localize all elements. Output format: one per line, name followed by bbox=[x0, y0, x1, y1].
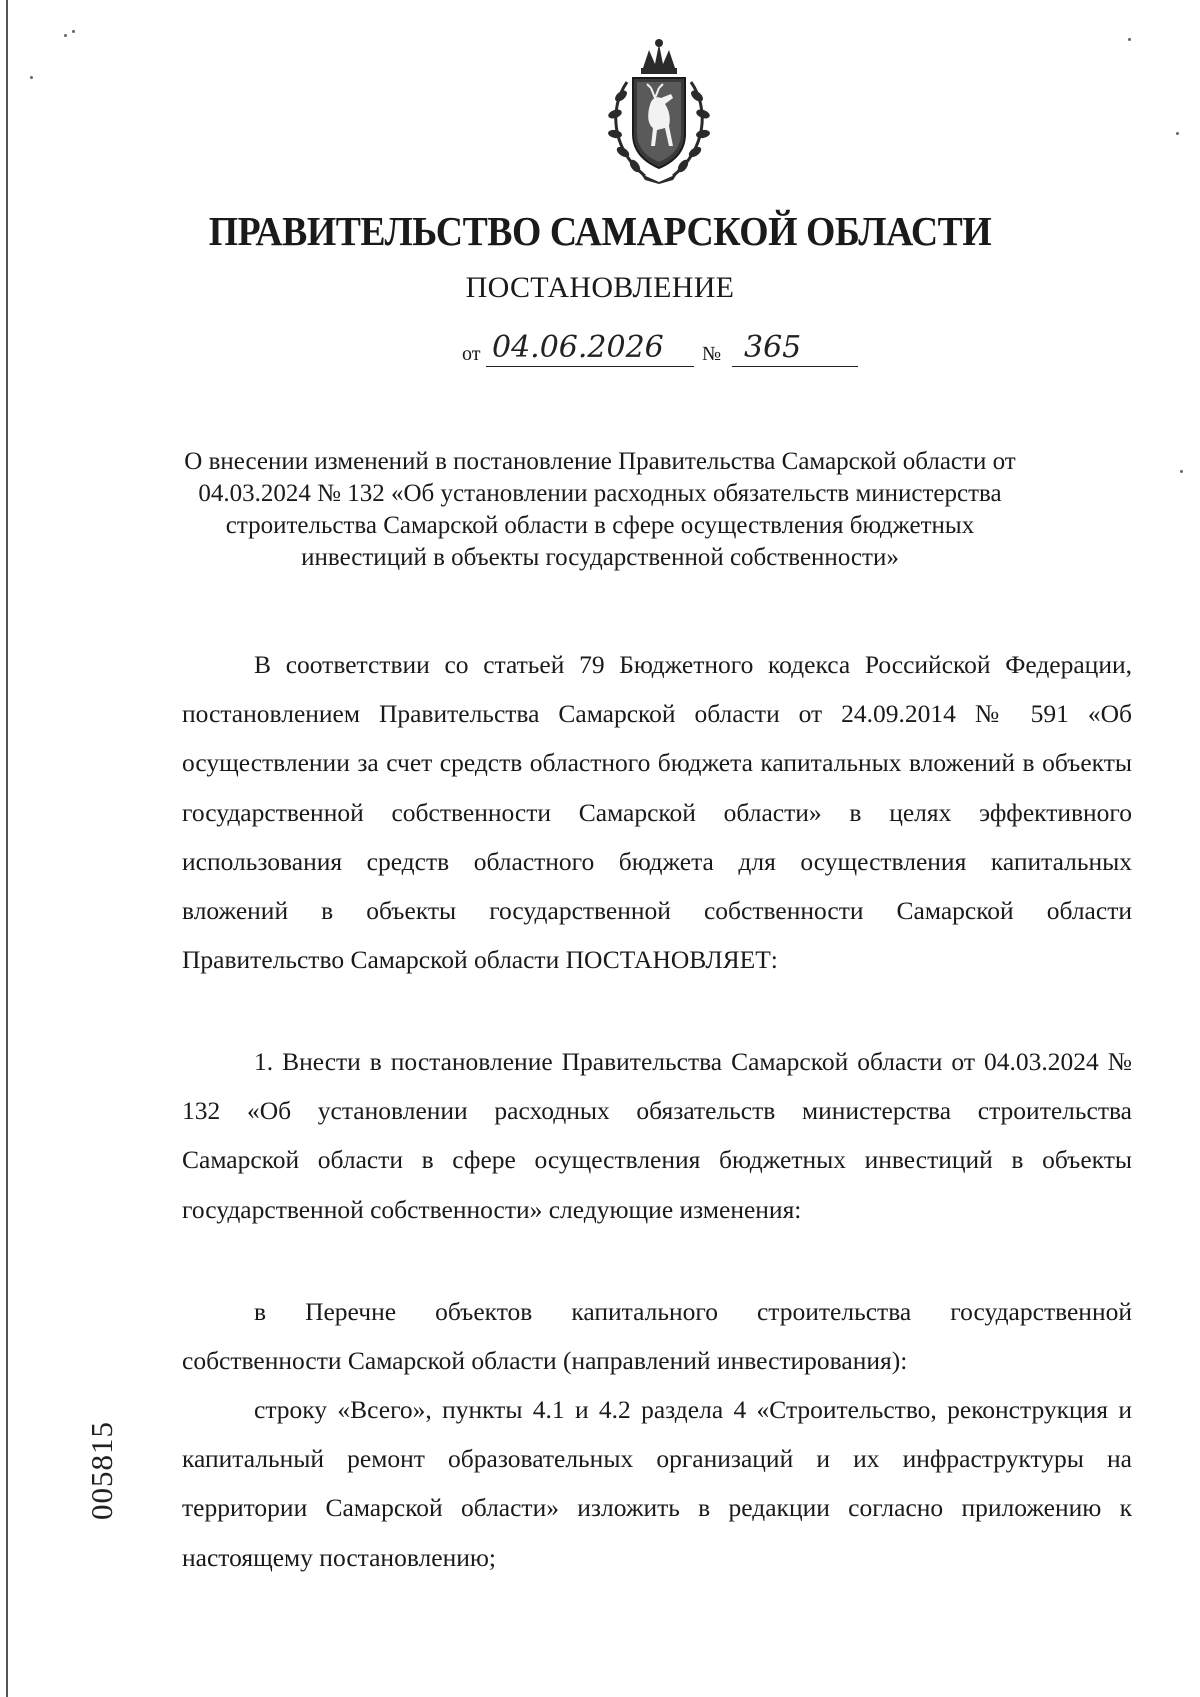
scan-speck bbox=[64, 34, 67, 37]
page-edge-line bbox=[6, 0, 8, 1697]
number-label: № bbox=[702, 343, 722, 365]
body-paragraph bbox=[182, 1385, 1132, 1582]
date-handwritten: 04.06.2026 bbox=[492, 330, 664, 365]
date-underline bbox=[486, 366, 694, 367]
body-paragraph bbox=[182, 1037, 1132, 1234]
body-paragraph bbox=[182, 640, 1132, 984]
number-underline bbox=[732, 366, 858, 367]
serial-number-stamp: 005815 bbox=[84, 1421, 119, 1520]
scan-speck bbox=[30, 76, 33, 79]
government-title: ПРАВИТЕЛЬСТВО САМАРСКОЙ ОБЛАСТИ bbox=[208, 208, 992, 254]
paragraph-text: 1. Внести в постановление Правительства Самарской области от 04.03.2024 № 132 «Об установлении расходных обязательств министерства строительства Самарской области в сфере осуществления бюджетных инвестиций в объекты государственной собственности» следующие изменения: bbox=[182, 1047, 1132, 1224]
scan-speck bbox=[1180, 470, 1183, 473]
date-number-line bbox=[462, 330, 862, 370]
document-type: ПОСТАНОВЛЕНИЕ bbox=[465, 271, 735, 304]
body-paragraph bbox=[182, 1287, 1132, 1385]
number-handwritten: 365 bbox=[744, 330, 802, 365]
paragraph-text: в Перечне объектов капитального строительства государственной собственности Самарской области (направлений инвестирования): bbox=[182, 1297, 1132, 1376]
paragraph-text: В соответствии со статьей 79 Бюджетного кодекса Российской Федерации, постановлением Правительства Самарской области от 24.09.2014 № 591 «Об осуществлении за счет средств областного бюджета капитальных вложений в объекты государственной собственности Самарской области» в целях эффективного использования средств областного бюджета для осуществления капитальных вложений в объекты государственной собственности Самарской области Правительство Самарской области ПОСТАНОВЛЯЕТ: bbox=[182, 650, 1132, 975]
scan-speck bbox=[1176, 132, 1179, 135]
coat-of-arms-icon bbox=[593, 38, 725, 184]
scan-speck bbox=[1128, 38, 1131, 41]
date-label: от bbox=[462, 343, 481, 365]
document-heading: О внесении изменений в постановление Правительства Самарской области от 04.03.2024 № 132 «Об установлении расходных обязательств министерства строительства Самарской области в сфере осуществления бюджетных инвестиций в объекты государственной собственности» bbox=[184, 448, 1016, 571]
paragraph-text: строку «Всего», пункты 4.1 и 4.2 раздела 4 «Строительство, реконструкция и капитальный ремонт образовательных организаций и их инфраструктуры на территории Самарской области» изложить в редакции согласно приложению к настоящему постановлению; bbox=[182, 1395, 1132, 1572]
scan-speck bbox=[72, 30, 75, 33]
